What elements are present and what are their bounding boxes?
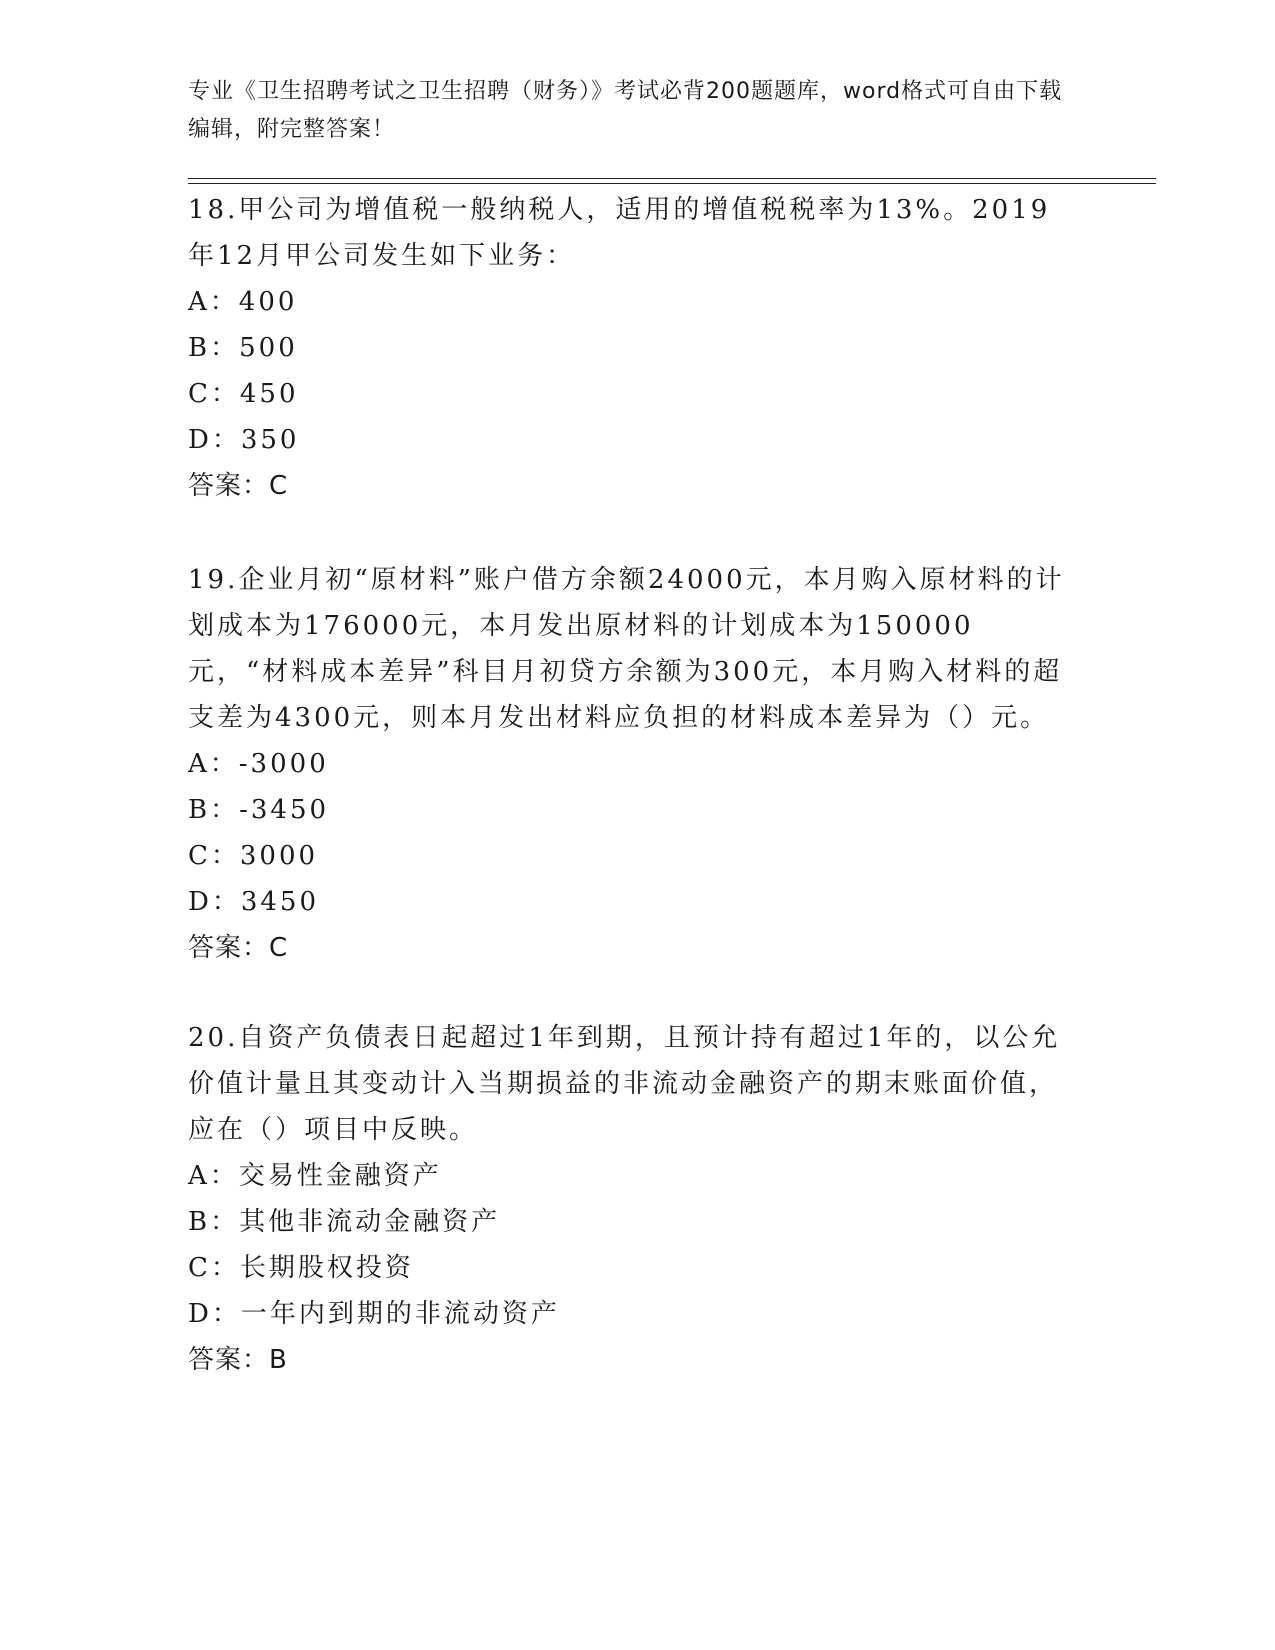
option-a: A：400 <box>188 287 298 317</box>
answer-line: 答案：C <box>188 933 289 963</box>
answer-line: 答案：C <box>188 471 289 501</box>
header-divider-top <box>188 178 1156 179</box>
option-c: C：长期股权投资 <box>188 1253 414 1283</box>
option-b: B：-3450 <box>188 795 330 825</box>
option-d: D：3450 <box>188 887 320 917</box>
option-c: C：3000 <box>188 841 319 871</box>
header-divider-bottom <box>188 183 1156 184</box>
question-stem: 20.自资产负债表日起超过1年到期，且预计持有超过1年的，以公允价值计量且其变动计入当期损益的非流动金融资产的期末账面价值，应在（）项目中反映。 <box>188 1023 1061 1145</box>
question-20 <box>188 1015 1068 1383</box>
option-a: A：交易性金融资产 <box>188 1161 442 1191</box>
question-stem: 19.企业月初“原材料”账户借方余额24000元，本月购入原材料的计划成本为176000元，本月发出原材料的计划成本为150000元，“材料成本差异”科目月初贷方余额为300元，本月购入材料的超支差为4300元，则本月发出材料应负担的材料成本差异为（）元。 <box>188 565 1065 733</box>
option-d: D：一年内到期的非流动资产 <box>188 1299 560 1329</box>
question-19 <box>188 557 1068 971</box>
question-stem: 18.甲公司为增值税一般纳税人，适用的增值税税率为13%。2019年12月甲公司发生如下业务： <box>188 195 1051 271</box>
option-c: C：450 <box>188 379 299 409</box>
option-a: A：-3000 <box>188 749 329 779</box>
document-header: 专业《卫生招聘考试之卫生招聘（财务）》考试必背200题题库，word格式可自由下载编辑，附完整答案！ <box>188 79 1063 142</box>
answer-line: 答案：B <box>188 1345 288 1375</box>
option-b: B：500 <box>188 333 298 363</box>
question-18 <box>188 187 1068 509</box>
option-d: D：350 <box>188 425 300 455</box>
option-b: B：其他非流动金融资产 <box>188 1207 501 1237</box>
